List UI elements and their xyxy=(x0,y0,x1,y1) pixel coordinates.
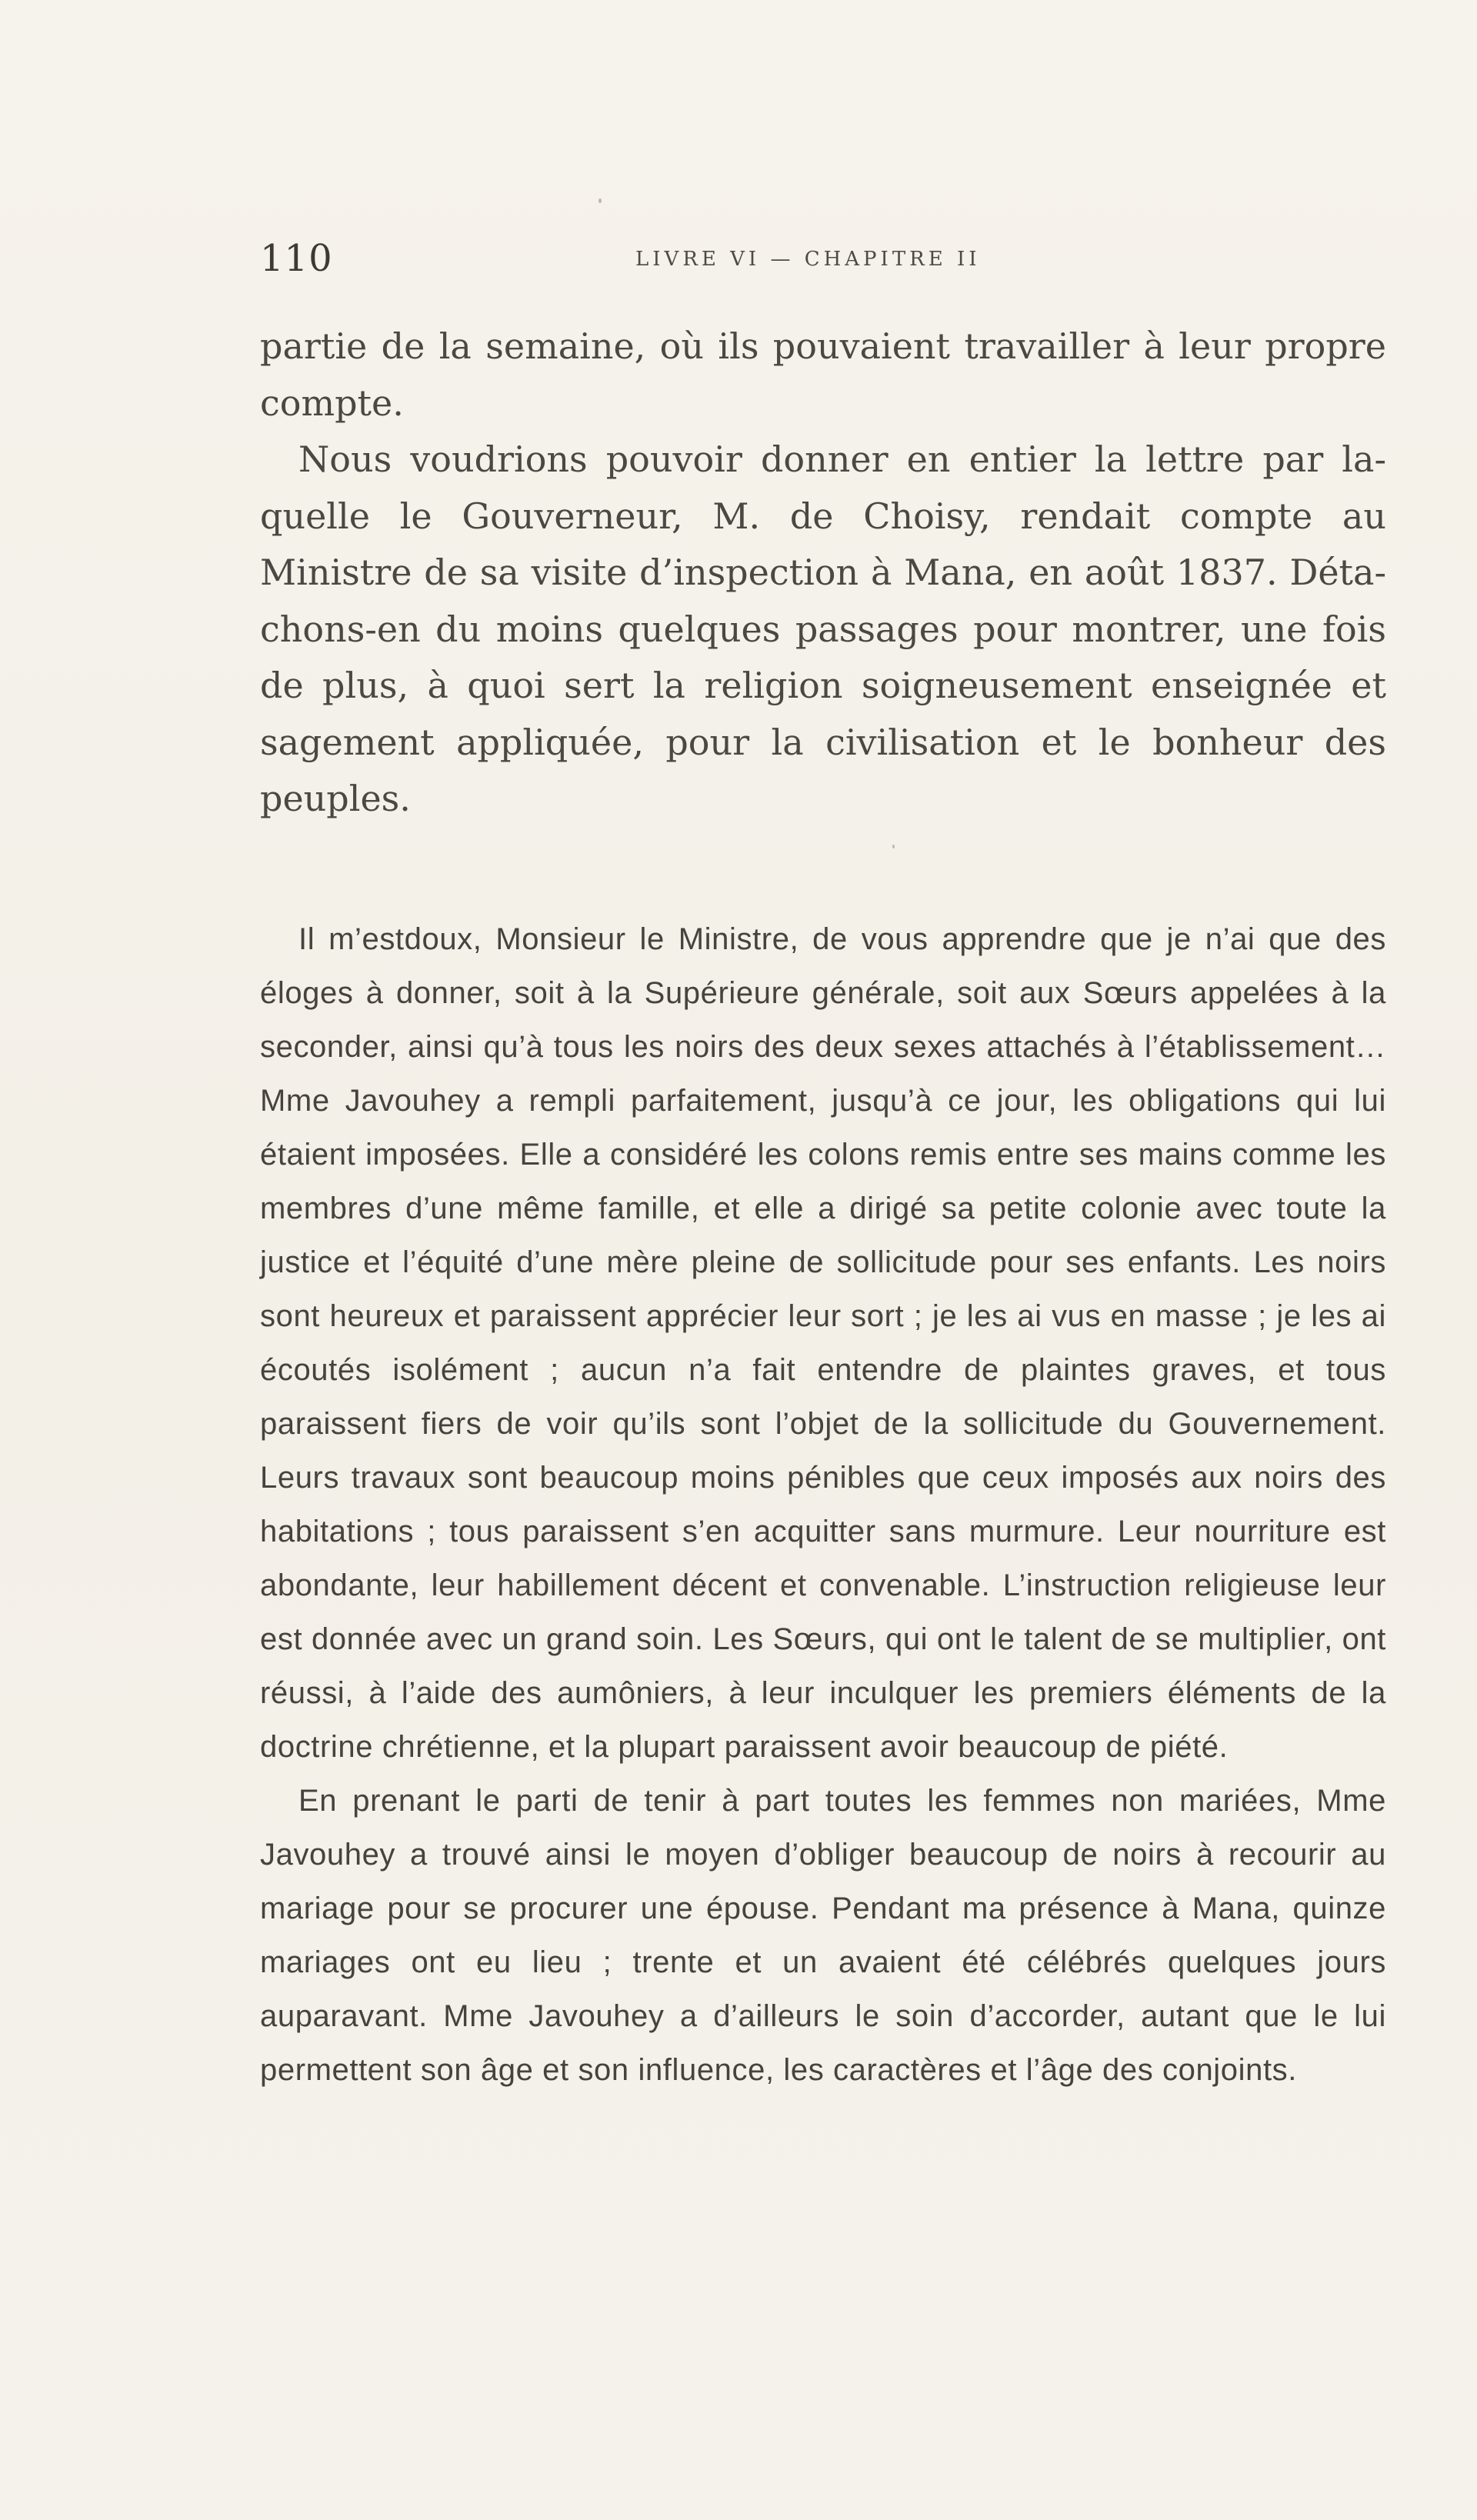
intro-text xyxy=(260,318,1386,828)
quote-paragraph: En prenant le parti de tenir à part toutes les femmes non mariées, Mme Javouhey a trouvé ainsi le moyen d’obliger beaucoup de noirs à recourir au mariage pour se procurer une épouse. Pendant ma présence à Mana, quinze mariages ont eu lieu ; trente et un avaient été célébrés quelques jours auparavant. Mme Javouhey a d’ailleurs le soin d’accorder, autant que le lui permettent son âge et son influence, les caractères et l’âge des conjoints. xyxy=(260,1783,1386,2087)
paper-speck xyxy=(598,198,602,203)
quote-paragraph: Il m’estdoux, Monsieur le Ministre, de vous apprendre que je n’ai que des éloges à donner, soit à la Supérieure générale, soit aux Sœurs appelées à la seconder, ainsi qu’à tous les noirs des deux sexes attachés à l’établissement… Mme Javouhey a rempli parfaitement, jusqu’à ce jour, les obligations qui lui étaient imposées. Elle a considéré les colons remis entre ses mains comme les membres d’une même famille, et elle a dirigé sa petite colonie avec toute la justice et l’équité d’une mère pleine de sollicitude pour ses enfants. Les noirs sont heureux et paraissent apprécier leur sort ; je les ai vus en masse ; je les ai écoutés isolément ; aucun n’a fait entendre de plaintes graves, et tous paraissent fiers de voir qu’ils sont l’objet de la sollicitude du Gouvernement. Leurs travaux sont beaucoup moins pénibles que ceux imposés aux noirs des habitations ; tous paraissent s’en acquitter sans murmure. Leur nourriture est abondante, leur habillement décent et convenable. L’instruction religieuse leur est donnée avec un grand soin. Les Sœurs, qui ont le talent de se multiplier, ont réussi, à l’aide des aumôniers, à leur inculquer les premiers éléments de la doctrine chrétienne, et la plupart paraissent avoir beaucoup de piété. xyxy=(260,922,1386,1764)
page-body xyxy=(260,318,1386,2097)
running-head: LIVRE VI — CHAPITRE II xyxy=(635,248,981,271)
intro-paragraph: partie de la semaine, où ils pouvaient travailler à leur propre compte. xyxy=(260,325,1386,424)
quoted-letter xyxy=(260,912,1386,2097)
page-header xyxy=(260,237,1323,283)
page-number: 110 xyxy=(260,237,333,280)
intro-paragraph: Nous voudrions pouvoir donner en entier la lettre par laquelle le Gouverneur, M. de Choisy, rendait compte au Ministre de sa visite d’inspection à Mana, en août 1837. Détachons-en du moins quelques passages pour montrer, une fois de plus, à quoi sert la religion soigneusement enseignée et sagement appliquée, pour la civilisation et le bonheur des peuples. xyxy=(260,438,1386,819)
